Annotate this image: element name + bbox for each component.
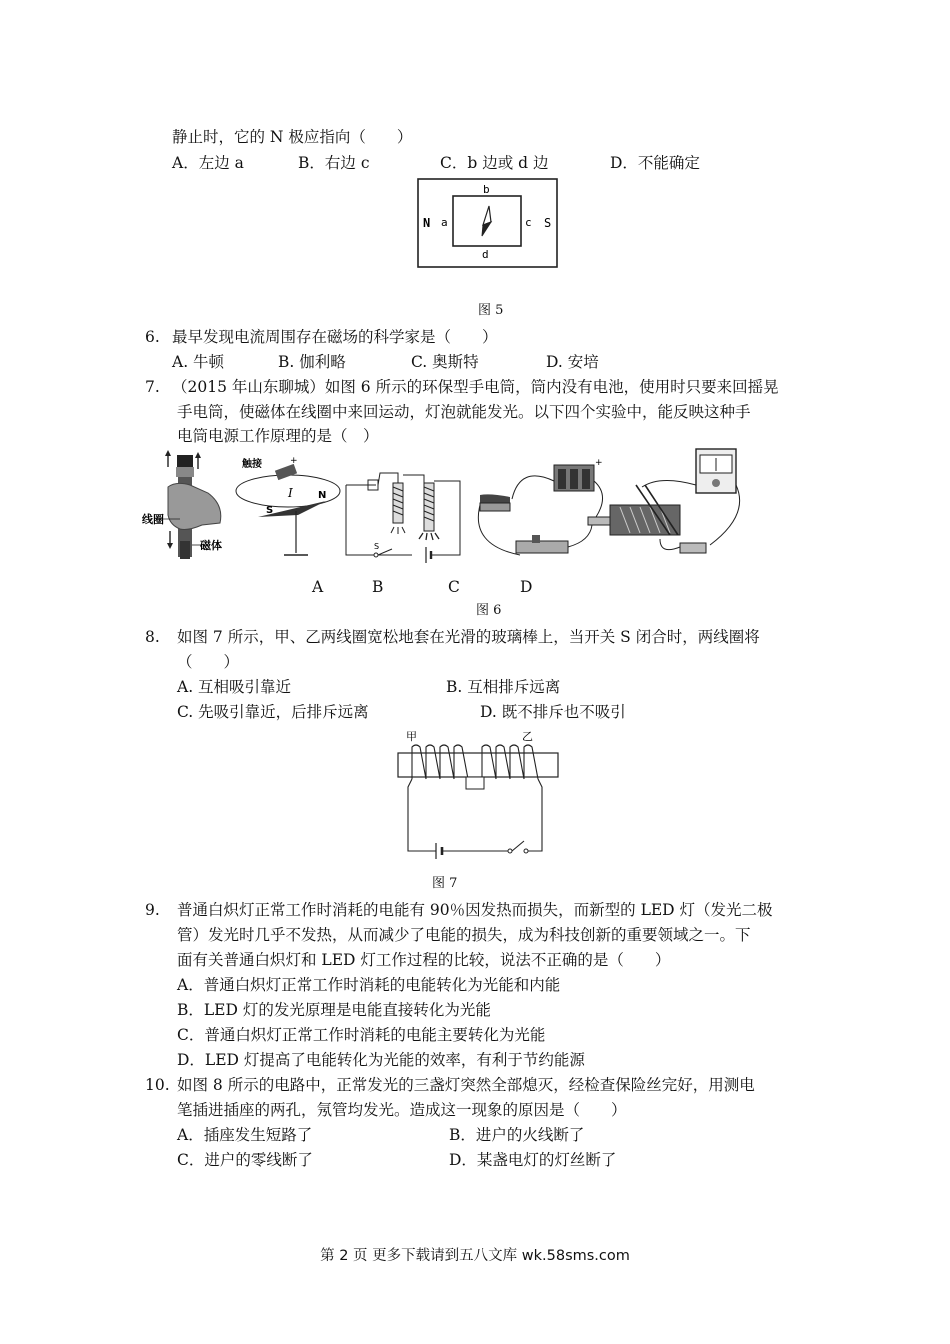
q9-stem-line-1: 普通白炽灯正常工作时消耗的电能有 90％因发热而损失，而新型的 LED 灯（发光二极 xyxy=(177,901,773,919)
fig7-label-yi: 乙 xyxy=(522,730,533,743)
q7-stem-line-1: （2015 年山东聊城）如图 6 所示的环保型手电筒，筒内没有电池，使用时只要来回摇晃 xyxy=(172,378,779,396)
q5-option-b: B．右边 c xyxy=(298,154,370,172)
q5-option-d: D．不能确定 xyxy=(610,154,700,172)
q9-stem-line-2: 管）发光时几乎不发热，从而减少了电能的损失，成为科技创新的重要领域之一。下 xyxy=(177,926,751,944)
figure-5-caption: 图 5 xyxy=(478,303,504,318)
fig6-choice-a: A xyxy=(312,578,324,596)
q6-option-a: A. 牛顿 xyxy=(172,353,225,371)
q10-option-d: D．某盏电灯的灯丝断了 xyxy=(449,1151,617,1169)
fig6-label-s: S xyxy=(266,505,274,516)
experiment-a xyxy=(236,456,340,555)
fig6-label-plus-a: + xyxy=(290,456,298,466)
page-footer: 第 2 页 更多下载请到五八文库 wk.58sms.com xyxy=(320,1248,630,1264)
q10-option-a: A．插座发生短路了 xyxy=(177,1126,313,1144)
q5-option-c: C．b 边或 d 边 xyxy=(440,154,549,172)
q7-stem-line-2: 手电筒，使磁体在线圈中来回运动，灯泡就能发光。以下四个实验中，能反映这种手 xyxy=(177,403,751,421)
fig5-label-a: a xyxy=(441,216,448,229)
q9-number: 9. xyxy=(145,901,160,919)
fig5-label-d: d xyxy=(482,248,489,261)
q8-option-b: B. 互相排斥远离 xyxy=(446,678,561,696)
experiment-b xyxy=(346,473,460,563)
fig6-choice-b: B xyxy=(372,578,384,596)
figure-6-experiments xyxy=(140,445,760,570)
q6-option-b: B. 伽利略 xyxy=(278,353,346,371)
q7-number: 7. xyxy=(145,378,160,396)
q10-number: 10. xyxy=(145,1076,170,1094)
figure-6-caption: 图 6 xyxy=(476,603,502,618)
q6-stem: 最早发现电流周围存在磁场的科学家是（ ） xyxy=(172,328,498,346)
q6-option-c: C. 奥斯特 xyxy=(411,353,479,371)
fig6-label-plus-c: + xyxy=(595,458,603,468)
q10-stem-line-2: 笔插进插座的两孔，氖管均发光。造成这一现象的原因是（ ） xyxy=(177,1101,627,1119)
q9-option-b: B．LED 灯的发光原理是电能直接转化为光能 xyxy=(177,1001,491,1019)
fig6-label-n: N xyxy=(318,490,327,501)
q6-option-d: D. 安培 xyxy=(546,353,599,371)
fig6-label-coil: 线圈 xyxy=(142,513,164,526)
q10-option-b: B．进户的火线断了 xyxy=(449,1126,585,1144)
flashlight-illustration xyxy=(142,450,222,559)
q9-option-a: A．普通白炽灯正常工作时消耗的电能转化为光能和内能 xyxy=(177,976,561,994)
q8-option-d: D. 既不排斥也不吸引 xyxy=(480,703,626,721)
experiment-d xyxy=(610,449,740,553)
svg-text:S: S xyxy=(374,542,380,551)
q9-stem-line-3: 面有关普通白炽灯和 LED 灯工作过程的比较，说法不正确的是（ ） xyxy=(177,951,671,969)
q8-number: 8. xyxy=(145,628,160,646)
fig6-label-touch: 触接 xyxy=(242,459,262,470)
q8-stem-line-1: 如图 7 所示，甲、乙两线圈宽松地套在光滑的玻璃棒上，当开关 S 闭合时，两线圈将 xyxy=(177,628,760,646)
q10-stem-line-1: 如图 8 所示的电路中，正常发光的三盏灯突然全部熄灭，经检查保险丝完好，用测电 xyxy=(177,1076,755,1094)
q5-stem-tail: 静止时，它的 N 极应指向（ ） xyxy=(172,128,413,146)
fig5-label-b: b xyxy=(483,183,490,196)
experiment-c xyxy=(478,458,610,555)
q8-option-a: A. 互相吸引靠近 xyxy=(177,678,292,696)
fig5-label-n: N xyxy=(423,216,431,230)
q5-option-a: A．左边 a xyxy=(172,154,244,172)
q6-number: 6. xyxy=(145,328,160,346)
q9-option-d: D．LED 灯提高了电能转化为光能的效率，有利于节约能源 xyxy=(177,1051,585,1069)
q8-stem-line-2: （ ） xyxy=(177,653,240,671)
figure-7-coils-circuit xyxy=(396,727,566,862)
fig6-choice-d: D xyxy=(520,578,533,596)
q8-option-c: C. 先吸引靠近，后排斥远离 xyxy=(177,703,369,721)
fig6-choice-c: C xyxy=(448,578,460,596)
fig5-label-c: c xyxy=(525,216,532,229)
figure-7-caption: 图 7 xyxy=(432,876,458,891)
q9-option-c: C．普通白炽灯正常工作时消耗的电能主要转化为光能 xyxy=(177,1026,546,1044)
fig5-label-s: S xyxy=(544,216,552,230)
figure-5-compass-diagram xyxy=(417,178,559,270)
fig6-label-current: I xyxy=(288,486,293,500)
q7-stem-line-3: 电筒电源工作原理的是（ ） xyxy=(177,427,379,445)
q10-option-c: C．进户的零线断了 xyxy=(177,1151,313,1169)
fig6-label-magnet: 磁体 xyxy=(200,539,222,552)
fig7-label-jia: 甲 xyxy=(406,730,417,743)
